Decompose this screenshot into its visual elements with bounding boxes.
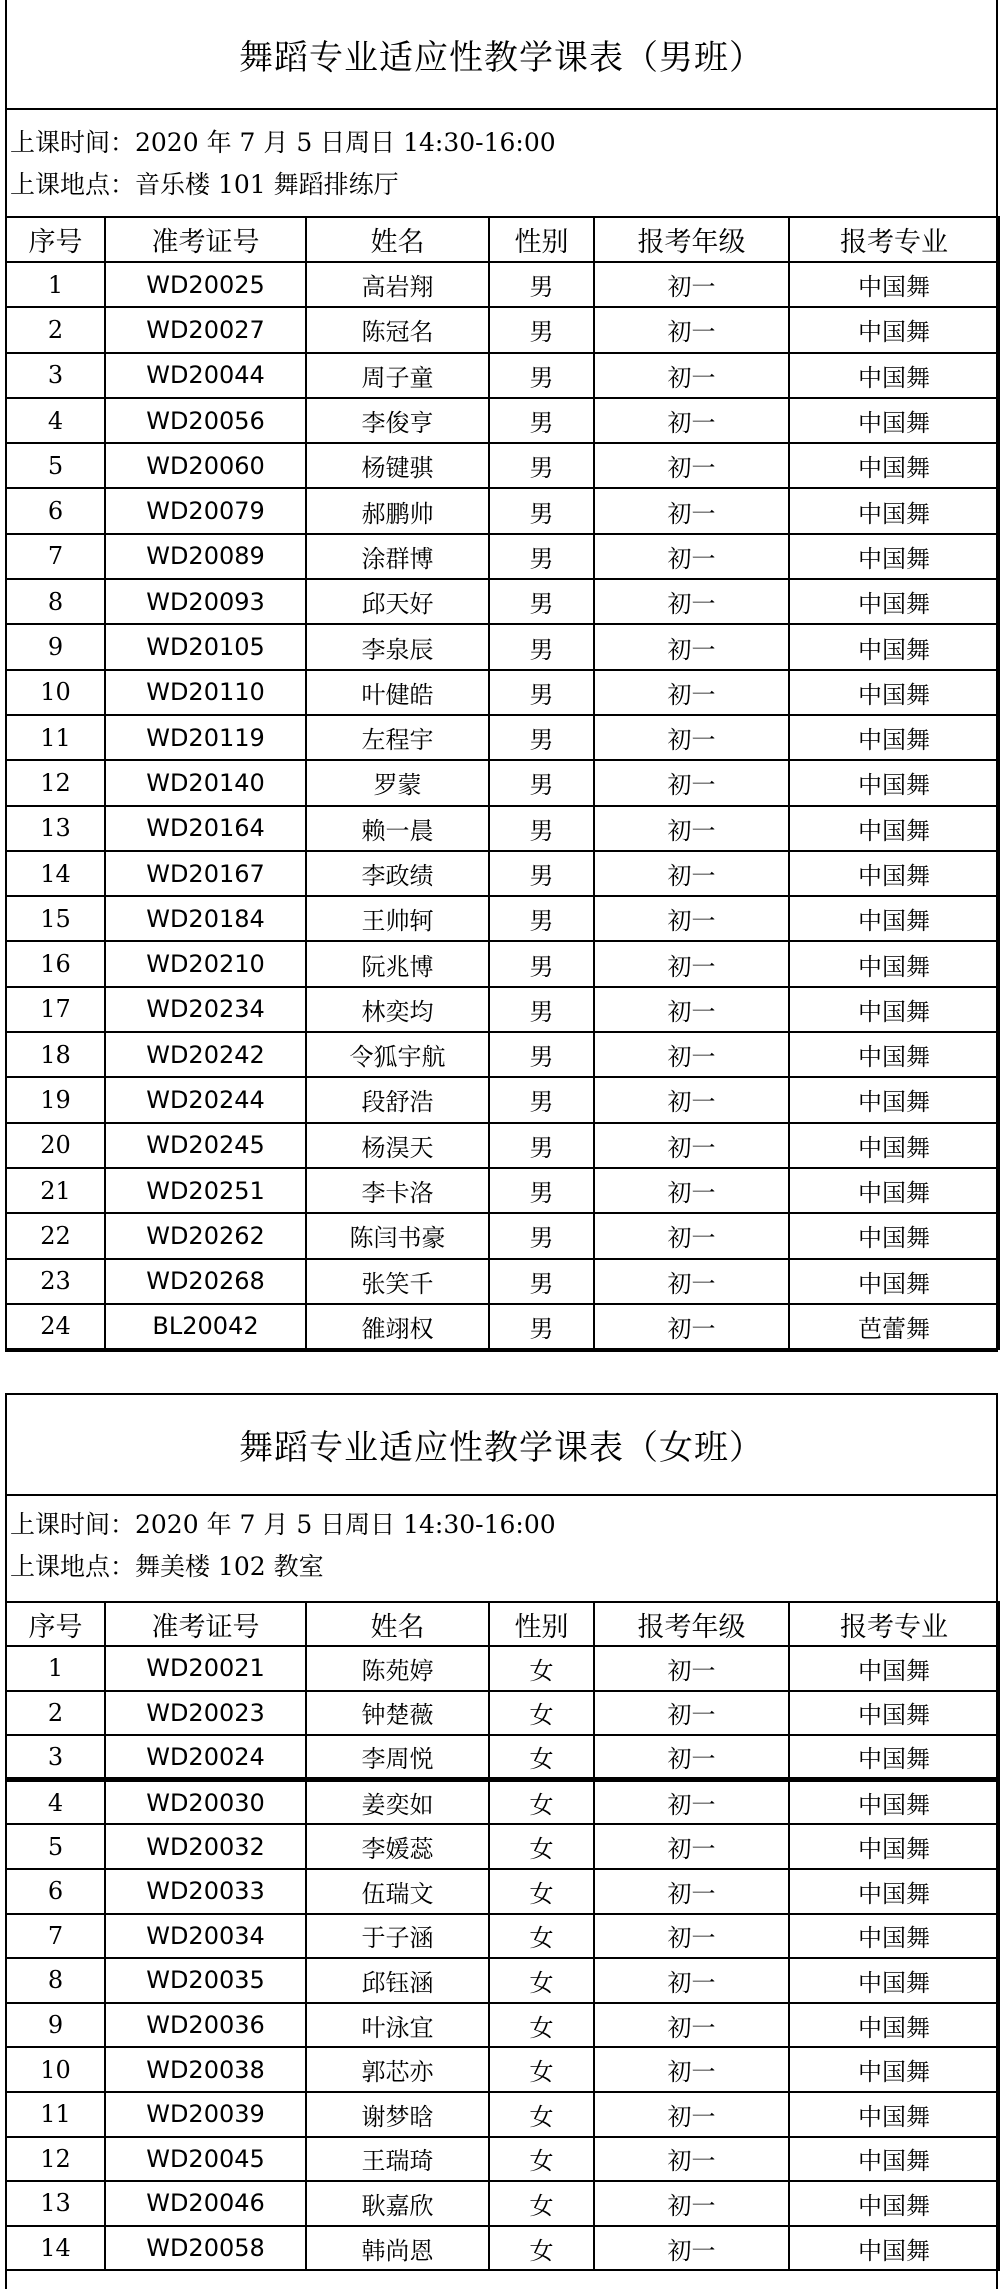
cell-major: 中国舞 [789,1735,999,1780]
cell-row-number: 4 [6,1780,105,1825]
cell-row-number: 22 [6,1213,105,1258]
table-row [6,1123,999,1168]
cell-major: 中国舞 [789,715,999,760]
cell-gender: 女 [489,2047,594,2092]
cell-grade: 初一 [594,2047,789,2092]
cell-exam-id: WD20251 [105,1168,306,1213]
cell-major: 中国舞 [789,987,999,1032]
table-row [6,715,999,760]
table-row [6,1032,999,1077]
cell-major: 中国舞 [789,760,999,805]
cell-grade: 初一 [594,353,789,398]
column-header-name: 姓名 [306,217,489,262]
cell-gender: 男 [489,624,594,669]
table-row [6,1735,999,1780]
cell-exam-id: BL20042 [105,1304,306,1349]
cell-student-name: 陈闫书豪 [306,1213,489,1258]
cell-major: 中国舞 [789,2092,999,2137]
cell-grade: 初一 [594,1077,789,1122]
cell-student-name: 王瑞琦 [306,2137,489,2182]
cell-major: 中国舞 [789,1958,999,2003]
cell-row-number: 14 [6,851,105,896]
column-header-name: 姓名 [306,1602,489,1646]
cell-exam-id: WD20044 [105,353,306,398]
cell-grade: 初一 [594,1958,789,2003]
cell-gender: 女 [489,2137,594,2182]
cell-row-number: 3 [6,353,105,398]
female-schedule-title: 舞蹈专业适应性教学课表（女班） [239,1428,764,1468]
cell-major: 中国舞 [789,2226,999,2271]
cell-student-name: 杨淏天 [306,1123,489,1168]
cell-gender: 男 [489,896,594,941]
cell-gender: 男 [489,534,594,579]
cell-row-number: 17 [6,987,105,1032]
cell-exam-id: WD20242 [105,1032,306,1077]
cell-row-number: 24 [6,1304,105,1349]
cell-exam-id: WD20034 [105,1914,306,1959]
cell-grade: 初一 [594,715,789,760]
cell-grade: 初一 [594,534,789,579]
cell-grade: 初一 [594,987,789,1032]
cell-student-name: 李周悦 [306,1735,489,1780]
cell-grade: 初一 [594,896,789,941]
cell-exam-id: WD20021 [105,1646,306,1691]
table-row [6,1824,999,1869]
cell-student-name: 谢梦晗 [306,2092,489,2137]
cell-grade: 初一 [594,488,789,533]
cell-gender: 女 [489,1958,594,2003]
table-row [6,1259,999,1304]
cell-grade: 初一 [594,851,789,896]
cell-major: 中国舞 [789,670,999,715]
cell-student-name: 李政绩 [306,851,489,896]
cell-major: 中国舞 [789,262,999,307]
male-schedule-title: 舞蹈专业适应性教学课表（男班） [239,38,764,78]
cell-student-name: 高岩翔 [306,262,489,307]
cell-gender: 女 [489,1691,594,1736]
cell-gender: 男 [489,760,594,805]
cell-exam-id: WD20167 [105,851,306,896]
cell-grade: 初一 [594,2092,789,2137]
table-row [6,851,999,896]
table-row [6,1168,999,1213]
cell-exam-id: WD20024 [105,1735,306,1780]
female-roster-body [6,1646,999,2270]
cell-major: 芭蕾舞 [789,1304,999,1349]
table-row [6,2181,999,2226]
cell-row-number: 12 [6,2137,105,2182]
cell-student-name: 邱钰涵 [306,1958,489,2003]
cell-major: 中国舞 [789,2003,999,2048]
table-row [6,896,999,941]
cell-gender: 男 [489,443,594,488]
female-class-info [7,1494,996,1601]
cell-row-number: 5 [6,1824,105,1869]
table-row [6,670,999,715]
cell-major: 中国舞 [789,624,999,669]
cell-row-number: 2 [6,1691,105,1736]
cell-gender: 男 [489,398,594,443]
cell-student-name: 邱天好 [306,579,489,624]
cell-exam-id: WD20089 [105,534,306,579]
cell-exam-id: WD20032 [105,1824,306,1869]
cell-gender: 男 [489,1123,594,1168]
table-row [6,2137,999,2182]
table-row [6,1780,999,1825]
cell-major: 中国舞 [789,2181,999,2226]
cell-row-number: 7 [6,534,105,579]
cell-gender: 女 [489,1646,594,1691]
cell-grade: 初一 [594,1691,789,1736]
cell-gender: 男 [489,1213,594,1258]
cell-major: 中国舞 [789,398,999,443]
cell-row-number: 9 [6,624,105,669]
cell-student-name: 杨键骐 [306,443,489,488]
table-header-row [6,217,999,262]
table-row [6,624,999,669]
female-roster-table [5,1601,1000,2271]
cell-gender: 女 [489,2226,594,2271]
cell-exam-id: WD20027 [105,307,306,352]
cell-student-name: 令狐宇航 [306,1032,489,1077]
cell-major: 中国舞 [789,2047,999,2092]
cell-exam-id: WD20164 [105,806,306,851]
cell-major: 中国舞 [789,896,999,941]
cell-grade: 初一 [594,2137,789,2182]
cell-major: 中国舞 [789,941,999,986]
cell-student-name: 雒翊权 [306,1304,489,1349]
cell-exam-id: WD20234 [105,987,306,1032]
cell-grade: 初一 [594,262,789,307]
cell-student-name: 左程宇 [306,715,489,760]
cell-gender: 男 [489,670,594,715]
cell-row-number: 3 [6,1735,105,1780]
cell-major: 中国舞 [789,488,999,533]
cell-gender: 男 [489,806,594,851]
cell-grade: 初一 [594,1869,789,1914]
cell-exam-id: WD20023 [105,1691,306,1736]
cell-grade: 初一 [594,1824,789,1869]
cell-exam-id: WD20093 [105,579,306,624]
cell-major: 中国舞 [789,1780,999,1825]
cell-exam-id: WD20244 [105,1077,306,1122]
cell-gender: 男 [489,987,594,1032]
cell-exam-id: WD20033 [105,1869,306,1914]
cell-exam-id: WD20140 [105,760,306,805]
column-header-exam-id: 准考证号 [105,217,306,262]
table-row [6,941,999,986]
cell-gender: 女 [489,1780,594,1825]
cell-major: 中国舞 [789,1123,999,1168]
cell-row-number: 15 [6,896,105,941]
cell-student-name: 陈冠名 [306,307,489,352]
cell-grade: 初一 [594,398,789,443]
column-header-exam-id: 准考证号 [105,1602,306,1646]
cell-student-name: 于子涵 [306,1914,489,1959]
cell-grade: 初一 [594,1032,789,1077]
cell-row-number: 19 [6,1077,105,1122]
cell-row-number: 16 [6,941,105,986]
cell-student-name: 叶健皓 [306,670,489,715]
cell-row-number: 18 [6,1032,105,1077]
cell-exam-id: WD20210 [105,941,306,986]
cell-major: 中国舞 [789,2137,999,2182]
cell-student-name: 伍瑞文 [306,1869,489,1914]
cell-major: 中国舞 [789,1032,999,1077]
cell-student-name: 林奕均 [306,987,489,1032]
cell-student-name: 陈苑婷 [306,1646,489,1691]
cell-major: 中国舞 [789,579,999,624]
cell-grade: 初一 [594,1213,789,1258]
table-row [6,2226,999,2271]
cell-grade: 初一 [594,1259,789,1304]
cell-row-number: 13 [6,806,105,851]
cell-exam-id: WD20058 [105,2226,306,2271]
cell-gender: 女 [489,1735,594,1780]
cell-major: 中国舞 [789,1213,999,1258]
cell-grade: 初一 [594,1304,789,1349]
table-row [6,1213,999,1258]
cell-major: 中国舞 [789,307,999,352]
female-schedule-section [5,1393,998,2289]
cell-row-number: 8 [6,1958,105,2003]
cell-exam-id: WD20079 [105,488,306,533]
male-class-info [7,108,996,216]
cell-exam-id: WD20045 [105,2137,306,2182]
table-row [6,398,999,443]
cell-gender: 男 [489,353,594,398]
column-header-no: 序号 [6,217,105,262]
cell-grade: 初一 [594,2003,789,2048]
cell-gender: 女 [489,2181,594,2226]
cell-student-name: 耿嘉欣 [306,2181,489,2226]
cell-grade: 初一 [594,670,789,715]
male-schedule-section [5,0,998,1352]
cell-gender: 女 [489,1914,594,1959]
cell-grade: 初一 [594,1123,789,1168]
cell-gender: 男 [489,941,594,986]
table-row [6,1077,999,1122]
table-row [6,1958,999,2003]
cell-exam-id: WD20025 [105,262,306,307]
cell-student-name: 罗蒙 [306,760,489,805]
cell-student-name: 郭芯亦 [306,2047,489,2092]
cell-exam-id: WD20038 [105,2047,306,2092]
cell-gender: 男 [489,1077,594,1122]
cell-gender: 男 [489,715,594,760]
cell-row-number: 13 [6,2181,105,2226]
cell-student-name: 李俊亨 [306,398,489,443]
cell-row-number: 6 [6,1869,105,1914]
column-header-grade: 报考年级 [594,217,789,262]
cell-student-name: 钟楚薇 [306,1691,489,1736]
cell-row-number: 20 [6,1123,105,1168]
cell-student-name: 韩尚恩 [306,2226,489,2271]
cell-exam-id: WD20262 [105,1213,306,1258]
cell-gender: 男 [489,1304,594,1349]
table-row [6,262,999,307]
table-row [6,1691,999,1736]
cell-gender: 女 [489,2003,594,2048]
table-row [6,443,999,488]
cell-student-name: 姜奕如 [306,1780,489,1825]
cell-exam-id: WD20039 [105,2092,306,2137]
cell-row-number: 10 [6,2047,105,2092]
cell-gender: 男 [489,1259,594,1304]
cell-student-name: 张笑千 [306,1259,489,1304]
cell-row-number: 4 [6,398,105,443]
cell-student-name: 段舒浩 [306,1077,489,1122]
cell-student-name: 王帅轲 [306,896,489,941]
table-row [6,534,999,579]
cell-gender: 男 [489,307,594,352]
table-header-row [6,1602,999,1646]
cell-row-number: 11 [6,715,105,760]
table-row [6,1646,999,1691]
table-row [6,2003,999,2048]
table-row [6,760,999,805]
cell-grade: 初一 [594,307,789,352]
cell-student-name: 周子童 [306,353,489,398]
column-header-major: 报考专业 [789,217,999,262]
table-row [6,488,999,533]
cell-grade: 初一 [594,624,789,669]
cell-gender: 男 [489,262,594,307]
cell-grade: 初一 [594,579,789,624]
cell-grade: 初一 [594,1646,789,1691]
table-row [6,987,999,1032]
female-class-location: 上课地点：舞美楼 102 教室 [10,1552,324,1581]
cell-grade: 初一 [594,2226,789,2271]
cell-major: 中国舞 [789,806,999,851]
cell-student-name: 叶泳宜 [306,2003,489,2048]
cell-grade: 初一 [594,806,789,851]
table-row [6,1869,999,1914]
cell-exam-id: WD20046 [105,2181,306,2226]
cell-major: 中国舞 [789,1077,999,1122]
cell-exam-id: WD20060 [105,443,306,488]
cell-exam-id: WD20105 [105,624,306,669]
cell-gender: 男 [489,851,594,896]
table-row [6,2092,999,2137]
cell-gender: 女 [489,2092,594,2137]
cell-row-number: 7 [6,1914,105,1959]
female-class-time: 上课时间：2020 年 7 月 5 日周日 14:30-16:00 [10,1510,556,1539]
cell-exam-id: WD20184 [105,896,306,941]
cell-student-name: 李媛蕊 [306,1824,489,1869]
male-class-time: 上课时间：2020 年 7 月 5 日周日 14:30-16:00 [10,128,556,157]
cell-row-number: 2 [6,307,105,352]
cell-row-number: 8 [6,579,105,624]
cell-student-name: 涂群博 [306,534,489,579]
table-row [6,1304,999,1349]
column-header-grade: 报考年级 [594,1602,789,1646]
cell-row-number: 23 [6,1259,105,1304]
cell-major: 中国舞 [789,1259,999,1304]
cell-major: 中国舞 [789,1646,999,1691]
cell-grade: 初一 [594,2181,789,2226]
cell-row-number: 1 [6,262,105,307]
cell-major: 中国舞 [789,353,999,398]
cell-exam-id: WD20035 [105,1958,306,2003]
cell-grade: 初一 [594,443,789,488]
cell-major: 中国舞 [789,443,999,488]
cell-exam-id: WD20245 [105,1123,306,1168]
column-header-no: 序号 [6,1602,105,1646]
cell-gender: 男 [489,1032,594,1077]
column-header-gender: 性别 [489,217,594,262]
cell-gender: 男 [489,579,594,624]
cell-row-number: 11 [6,2092,105,2137]
cell-grade: 初一 [594,1735,789,1780]
cell-gender: 女 [489,1869,594,1914]
table-row [6,307,999,352]
cell-grade: 初一 [594,1914,789,1959]
cell-student-name: 郝鹏帅 [306,488,489,533]
male-class-location: 上课地点：音乐楼 101 舞蹈排练厅 [10,170,399,199]
cell-major: 中国舞 [789,1869,999,1914]
cell-gender: 男 [489,1168,594,1213]
cell-major: 中国舞 [789,1168,999,1213]
cell-gender: 女 [489,1824,594,1869]
male-roster-table [5,216,1000,1350]
cell-exam-id: WD20030 [105,1780,306,1825]
male-roster-body [6,262,999,1349]
cell-row-number: 21 [6,1168,105,1213]
cell-exam-id: WD20036 [105,2003,306,2048]
cell-exam-id: WD20268 [105,1259,306,1304]
cell-major: 中国舞 [789,851,999,896]
cell-student-name: 阮兆博 [306,941,489,986]
cell-grade: 初一 [594,941,789,986]
cell-exam-id: WD20056 [105,398,306,443]
cell-row-number: 6 [6,488,105,533]
cell-row-number: 14 [6,2226,105,2271]
cell-row-number: 1 [6,1646,105,1691]
cell-student-name: 李卡洛 [306,1168,489,1213]
cell-exam-id: WD20119 [105,715,306,760]
cell-row-number: 5 [6,443,105,488]
cell-gender: 男 [489,488,594,533]
cell-row-number: 9 [6,2003,105,2048]
cell-exam-id: WD20110 [105,670,306,715]
table-row [6,806,999,851]
table-row [6,1914,999,1959]
column-header-gender: 性别 [489,1602,594,1646]
cell-major: 中国舞 [789,1691,999,1736]
cell-row-number: 12 [6,760,105,805]
cell-grade: 初一 [594,1780,789,1825]
cell-student-name: 李泉辰 [306,624,489,669]
cell-grade: 初一 [594,760,789,805]
table-row [6,579,999,624]
cell-row-number: 10 [6,670,105,715]
table-row [6,353,999,398]
cell-student-name: 赖一晨 [306,806,489,851]
cell-major: 中国舞 [789,534,999,579]
table-row [6,2047,999,2092]
cell-major: 中国舞 [789,1914,999,1959]
column-header-major: 报考专业 [789,1602,999,1646]
cell-major: 中国舞 [789,1824,999,1869]
cell-grade: 初一 [594,1168,789,1213]
